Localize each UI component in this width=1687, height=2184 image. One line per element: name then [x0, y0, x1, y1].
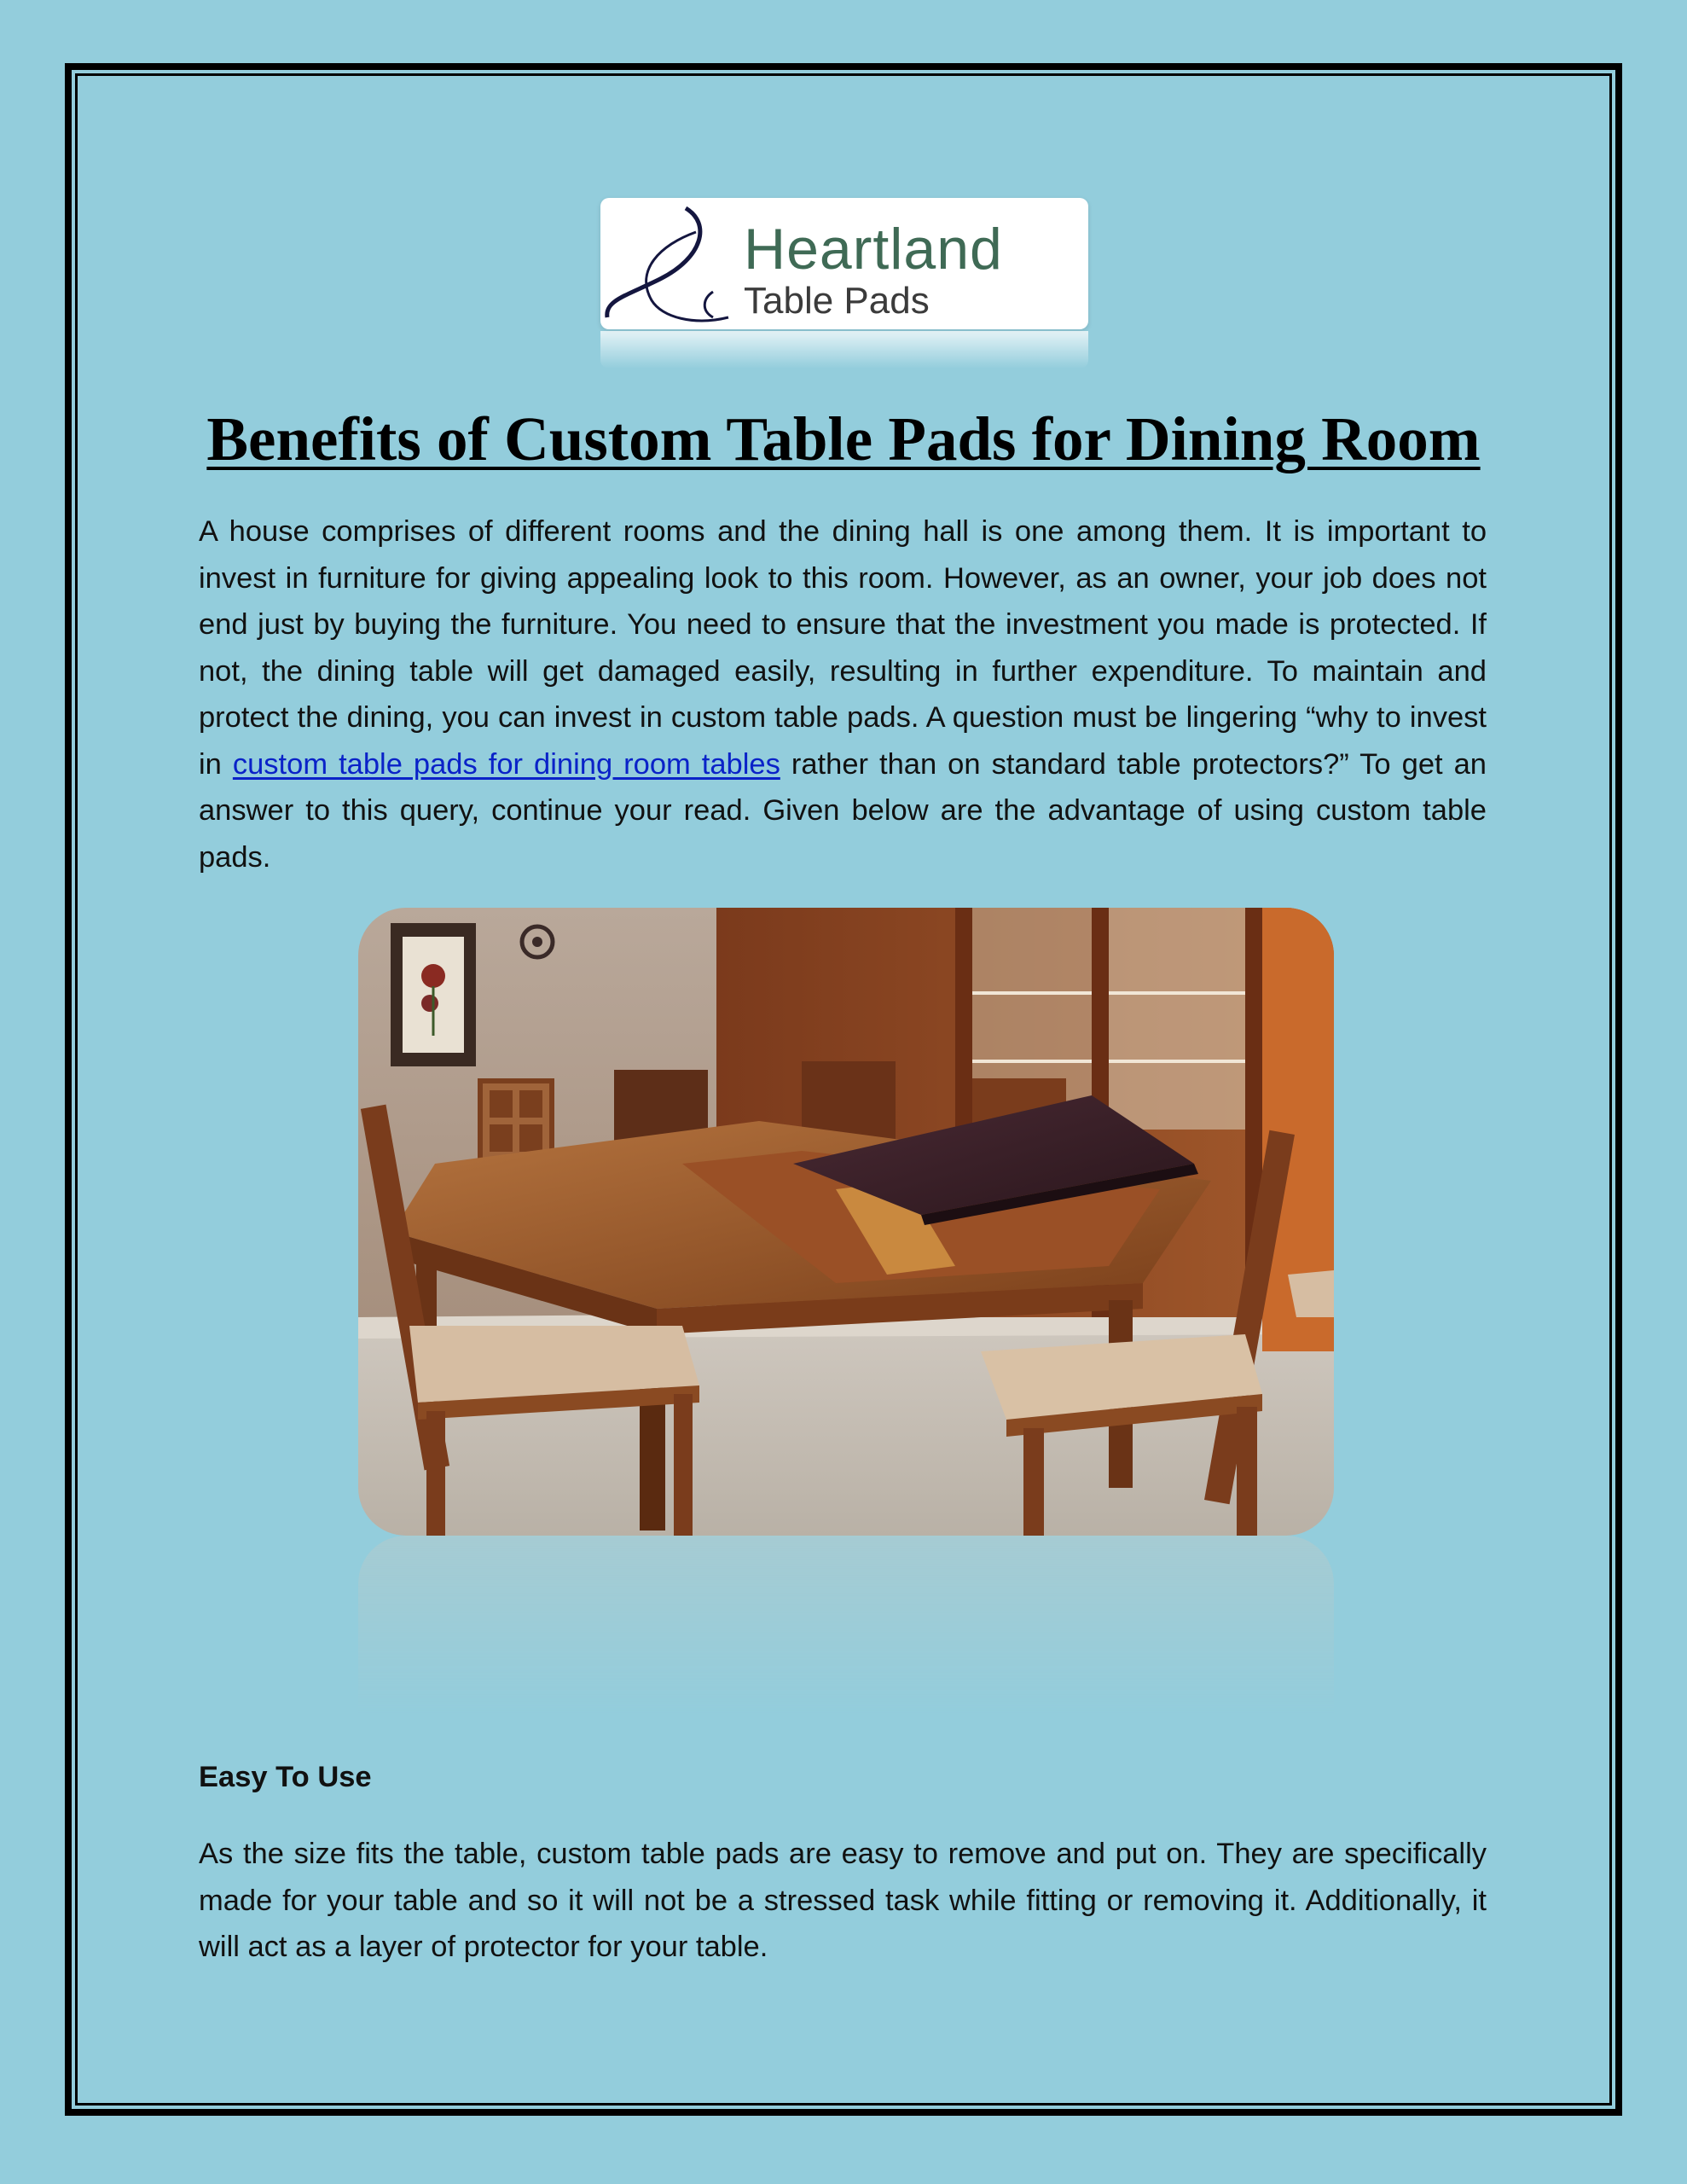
photo-reflection — [358, 1536, 1334, 1715]
intro-paragraph — [199, 508, 1487, 880]
custom-table-pads-link[interactable]: custom table pads for dining room tables — [232, 747, 780, 781]
logo-brand-name: Heartland — [744, 217, 1003, 282]
logo-card — [600, 198, 1088, 329]
logo-brand-subtitle: Table Pads — [744, 280, 930, 322]
dining-table-photo — [358, 908, 1334, 1536]
dining-room-image — [358, 908, 1334, 1536]
intro-text-after-link: rather than on standard table protectors?” To get an answer to this query, continue your read. Given below are the advantage of using custom table pads. — [199, 747, 1487, 874]
section-heading-easy-to-use: Easy To Use — [199, 1761, 372, 1793]
photo-reflection-image — [358, 1536, 1334, 1715]
logo — [600, 198, 1088, 365]
logo-reflection — [600, 331, 1088, 369]
page-title: Benefits of Custom Table Pads for Dining Room — [206, 404, 1481, 473]
intro-text-before-link: A house comprises of different rooms and the dining hall is one among them. It is important to invest in furniture for giving appealing look to this room. However, as an owner, your job does not end just by buying the furniture. You need to ensure that the investment you made is protected. If not, the dining table will get damaged easily, resulting in further expenditure. To maintain and protect the dining, you can invest in custom table pads. A question must be lingering “why to invest in — [199, 515, 1487, 781]
section-paragraph-easy-to-use: As the size fits the table, custom table pads are easy to remove and put on. They are specifically made for your table and so it will not be a stressed task while fitting or removing it. Additionally, it will act as a layer of protector for your table. — [199, 1838, 1487, 1963]
